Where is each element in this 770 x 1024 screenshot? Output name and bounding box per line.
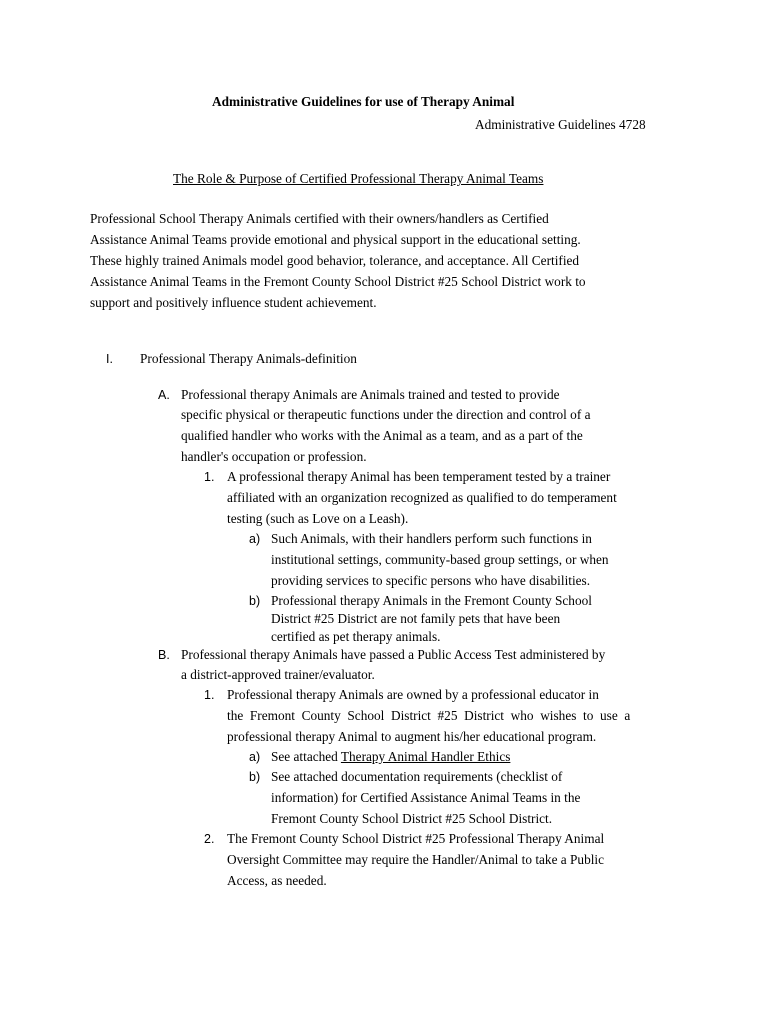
section-heading: Professional Therapy Animals-definition	[140, 351, 357, 366]
list-item-line: certified as pet therapy animals.	[271, 629, 441, 644]
section-subtitle: The Role & Purpose of Certified Professional Therapy Animal Teams	[173, 171, 544, 186]
list-item-line: Fremont County School District #25 School District.	[271, 811, 553, 826]
list-item-line: Such Animals, with their handlers perform such functions in	[271, 531, 592, 546]
list-item-line: A professional therapy Animal has been temperament tested by a trainer	[227, 469, 611, 484]
list-marker-a-lower: a)	[249, 750, 261, 764]
list-marker-1: 1.	[204, 688, 215, 702]
list-marker-b-lower: b)	[249, 594, 261, 608]
section-marker: I.	[106, 352, 113, 366]
list-item-line: the Fremont County School District #25 District who wishes to use a	[227, 708, 631, 723]
list-item-line: handler's occupation or profession.	[181, 449, 367, 464]
list-item-b-1-a	[271, 748, 510, 766]
list-item-line: The Fremont County School District #25 Professional Therapy Animal	[227, 831, 605, 846]
list-item-line: Professional therapy Animals in the Fremont County School	[271, 593, 592, 608]
intro-line: Assistance Animal Teams in the Fremont County School District #25 School District work to	[90, 274, 586, 289]
list-item-line: Professional therapy Animals are Animals trained and tested to provide	[181, 387, 560, 402]
list-item-line: specific physical or therapeutic functions under the direction and control of a	[181, 407, 591, 422]
intro-line: Professional School Therapy Animals certified with their owners/handlers as Certified	[90, 211, 549, 226]
list-marker-a: A.	[158, 388, 170, 402]
guideline-code: Administrative Guidelines 4728	[475, 117, 646, 132]
list-item-line: professional therapy Animal to augment his/her educational program.	[227, 729, 597, 744]
list-item-line: information) for Certified Assistance Animal Teams in the	[271, 790, 581, 805]
intro-line: support and positively influence student achievement.	[90, 295, 377, 310]
list-marker-2: 2.	[204, 832, 215, 846]
list-item-line: providing services to specific persons who have disabilities.	[271, 573, 591, 588]
list-item-line: a district-approved trainer/evaluator.	[181, 667, 375, 682]
list-marker-1: 1.	[204, 470, 215, 484]
list-item-line: institutional settings, community-based group settings, or when	[271, 552, 609, 567]
list-item-line: Professional therapy Animals are owned by a professional educator in	[227, 687, 599, 702]
list-item-line: testing (such as Love on a Leash).	[227, 511, 409, 526]
intro-line: Assistance Animal Teams provide emotional and physical support in the educational setting.	[90, 232, 581, 247]
ethics-link[interactable]: Therapy Animal Handler Ethics	[340, 749, 511, 764]
list-item-line: qualified handler who works with the Animal as a team, and as a part of the	[181, 428, 583, 443]
list-marker-a-lower: a)	[249, 532, 261, 546]
list-item-line: Access, as needed.	[227, 873, 327, 888]
list-marker-b: B.	[158, 648, 170, 662]
list-item-line: Professional therapy Animals have passed a Public Access Test administered by	[181, 647, 606, 662]
list-item-line: affiliated with an organization recognized as qualified to do temperament	[227, 490, 617, 505]
list-item-line: See attached documentation requirements (checklist of	[271, 769, 563, 784]
list-item-line: District #25 District are not family pets that have been	[271, 611, 561, 626]
list-item-line: Oversight Committee may require the Handler/Animal to take a Public	[227, 852, 605, 867]
intro-line: These highly trained Animals model good behavior, tolerance, and acceptance. All Certified	[90, 253, 580, 268]
list-marker-b-lower: b)	[249, 770, 261, 784]
list-item-text: See attached	[271, 749, 341, 764]
document-title: Administrative Guidelines for use of Therapy Animal	[212, 94, 515, 109]
